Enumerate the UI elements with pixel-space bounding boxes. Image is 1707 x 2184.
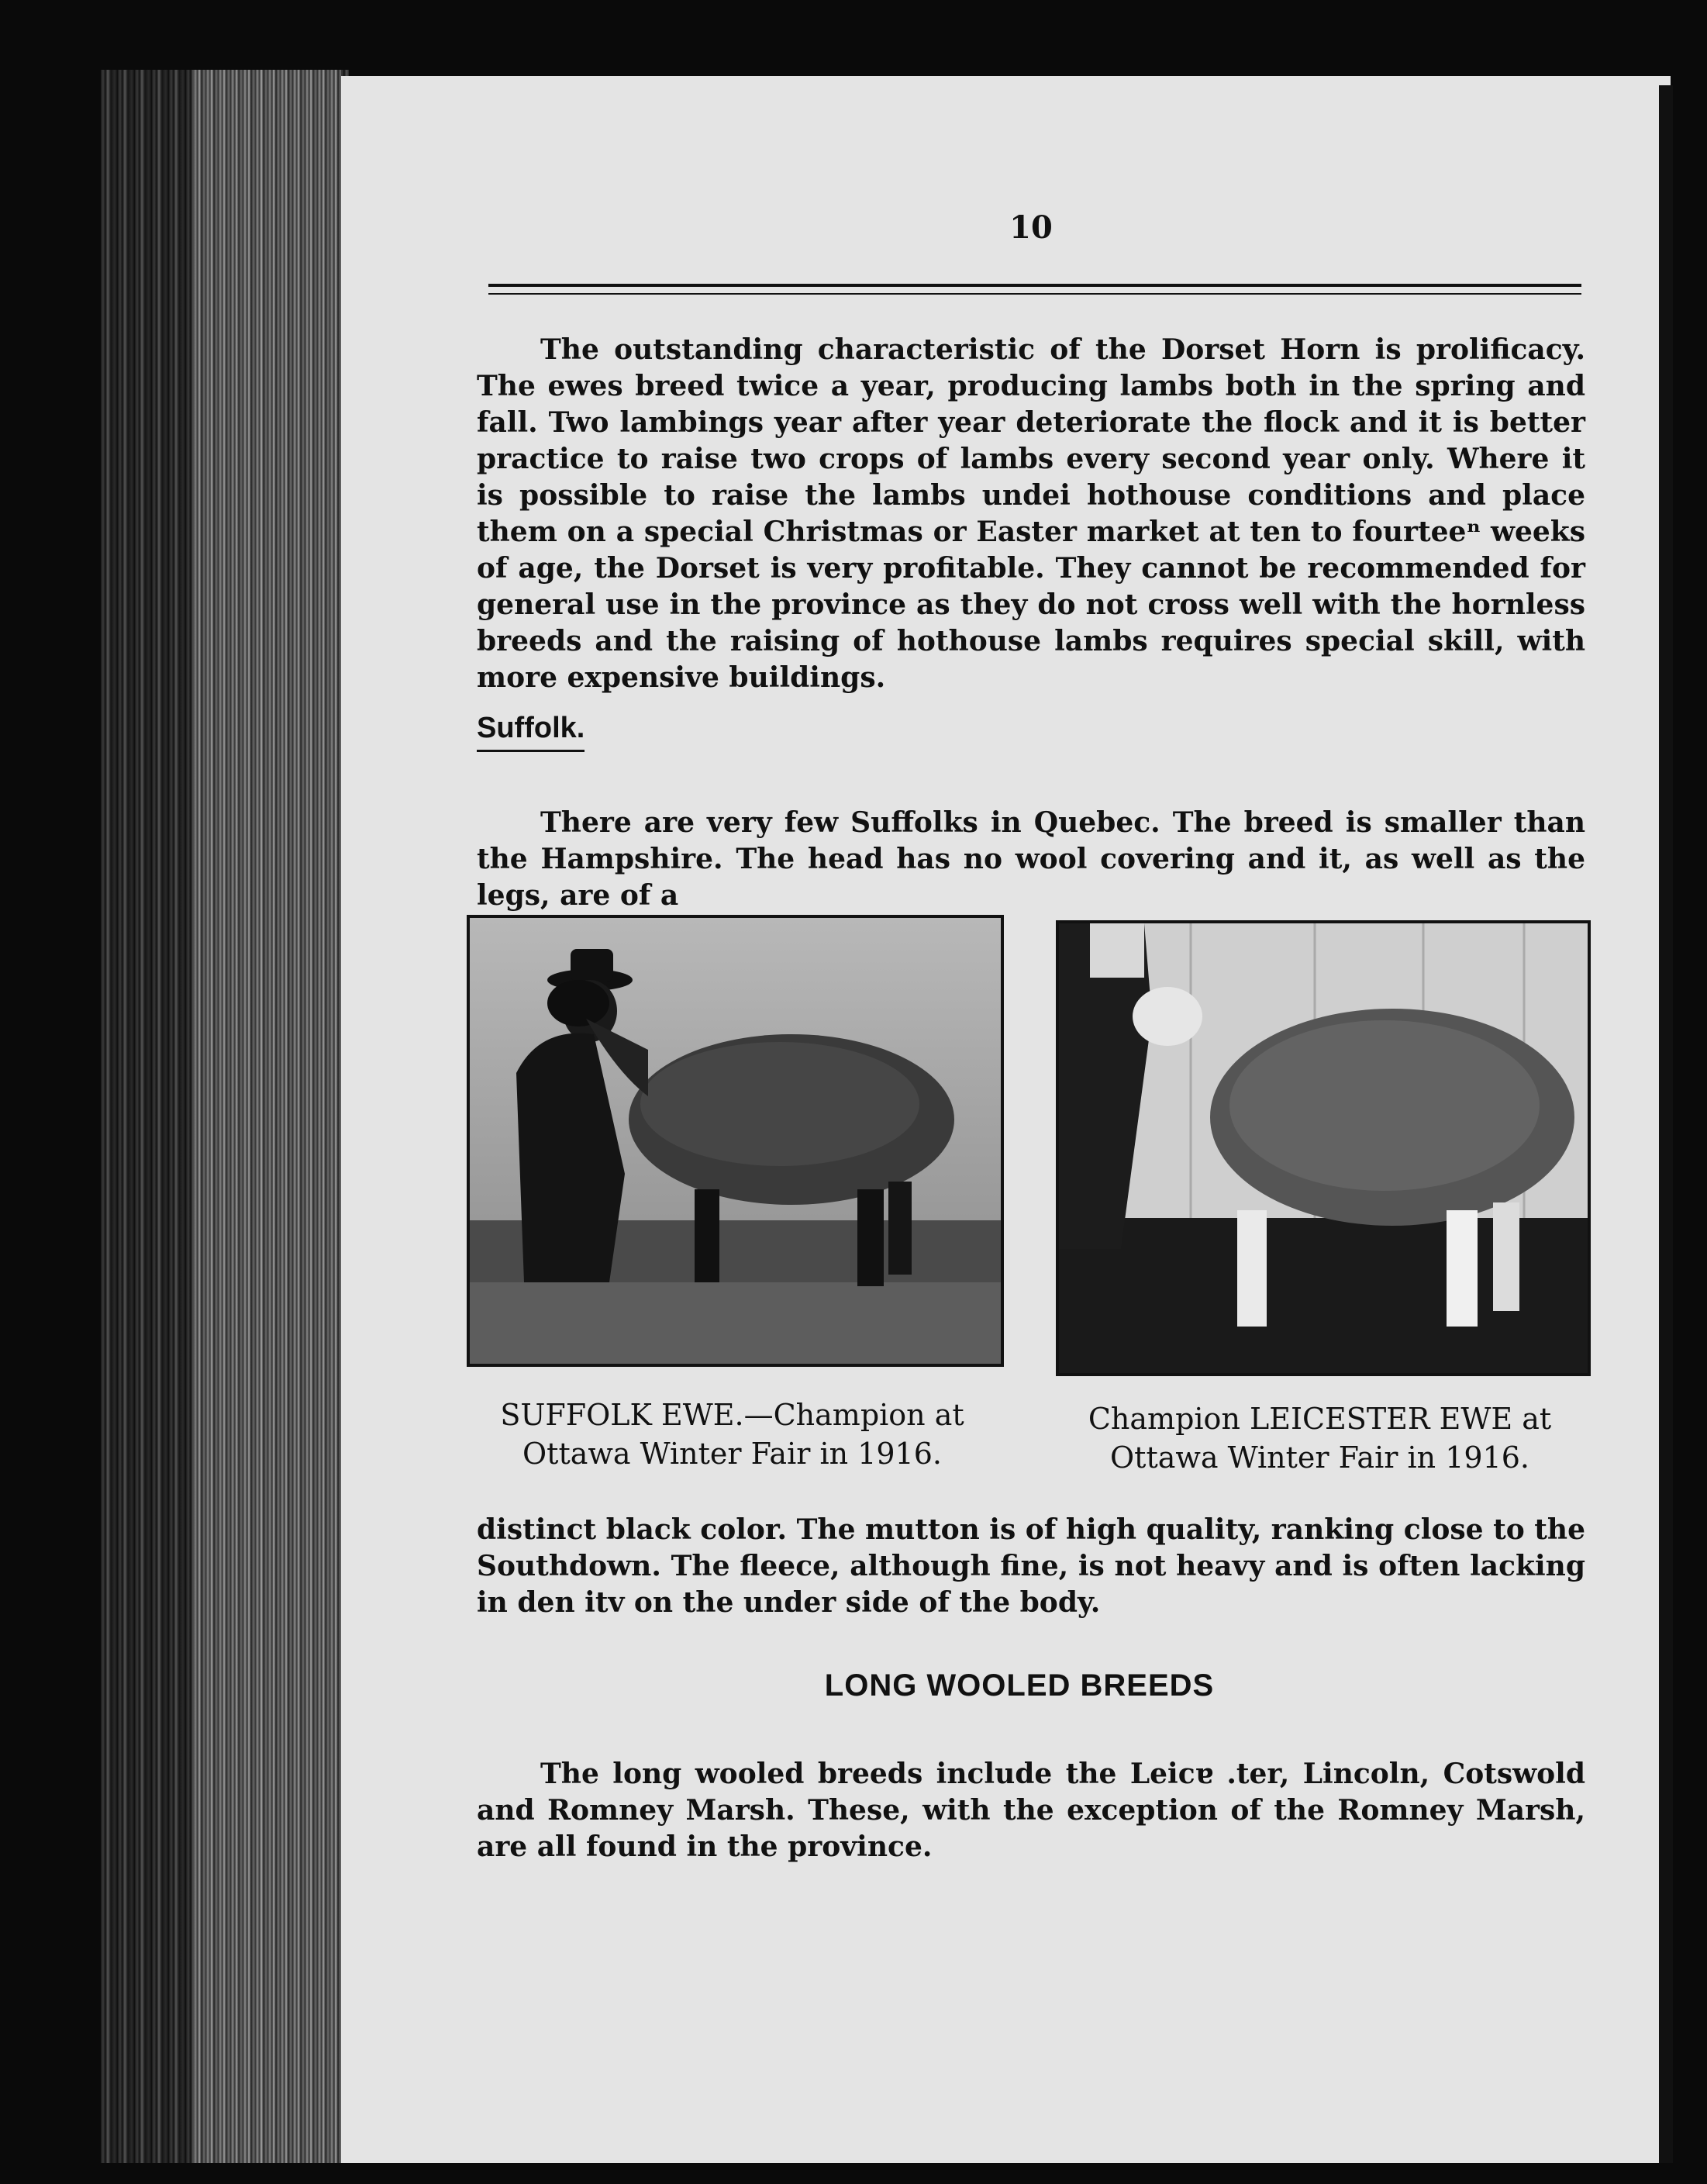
heading-suffolk: Suffolk. [477, 712, 585, 752]
leicester-ewe-image [1059, 923, 1588, 1373]
caption-leicester-ewe [1062, 1399, 1578, 1477]
page-right-edge [1659, 85, 1673, 2163]
photo-leicester-ewe [1056, 920, 1591, 1376]
caption-leicester-line1: Champion LEICESTER EWE at [1088, 1402, 1552, 1436]
paragraph-suffolk-intro: There are very few Suffolks in Quebec. The breed is smaller than the Hampshire. The head has no wool covering and it, as well as the legs, are of a [477, 806, 1585, 912]
page-stack-edge [194, 70, 341, 2163]
caption-suffolk-line1: SUFFOLK EWE.—Champion at [500, 1398, 964, 1432]
paragraph-long-wooled: The long wooled breeds include the Leicɐ .ter, Lincoln, Cotswold and Romney Marsh. These, with the exception of the Romney Marsh, are all found in the province. [477, 1758, 1585, 1863]
paragraph-suffolk-continued: distinct black color. The mutton is of high quality, ranking close to the Southdown. The fleece, although fine, is not heavy and is often lacking in den itv on the under side of the body. [477, 1513, 1585, 1619]
caption-suffolk-line2: Ottawa Winter Fair in 1916. [522, 1437, 942, 1471]
header-rule-bottom [488, 293, 1581, 295]
header-rule-top [488, 284, 1581, 287]
photo-suffolk-ewe [467, 915, 1004, 1367]
caption-leicester-line2: Ottawa Winter Fair in 1916. [1110, 1440, 1529, 1475]
page-number: 10 [1009, 209, 1053, 246]
suffolk-ewe-image [470, 918, 1001, 1364]
paragraph-dorset: The outstanding characteristic of the Dorset Horn is prolificacy. The ewes breed twice a year, producing lambs both in the spring and fall. Two lambings year after year deteriorate the flock and it is better practice to raise two crops of lambs every second year only. Where it is possible to raise the lambs undei hothouse conditions and place them on a special Christmas or Easter market at ten to fourteeⁿ weeks of age, the Dorset is very profitable. They cannot be recommended for general use in the province as they do not cross well with the hornless breeds and the raising of hothouse lambs requires special skill, with more expensive buildings. [477, 333, 1585, 694]
heading-long-wooled-breeds: LONG WOOLED BREEDS [824, 1668, 1215, 1703]
caption-suffolk-ewe [474, 1396, 990, 1473]
